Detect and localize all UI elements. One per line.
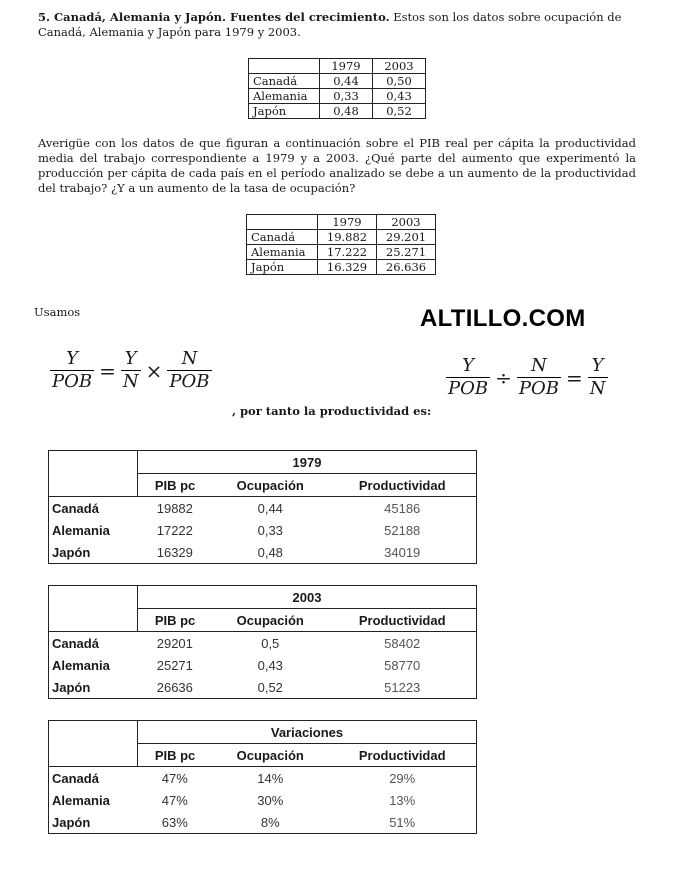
table-row xyxy=(247,260,436,275)
table-cell: 0,43 xyxy=(373,89,426,104)
table-cell: Canadá xyxy=(247,230,318,245)
table-cell: 0,43 xyxy=(257,657,283,673)
column-header: PIB pc xyxy=(138,609,213,632)
fraction xyxy=(50,348,94,393)
results-table-variaciones xyxy=(48,720,477,834)
column-header: PIB pc xyxy=(138,474,213,497)
table-header: 1979 xyxy=(318,215,377,230)
table-title: Variaciones xyxy=(138,721,477,744)
denominator: POB xyxy=(52,371,93,392)
table-row xyxy=(247,230,436,245)
table-cell: 63% xyxy=(138,811,213,834)
table-row xyxy=(249,104,426,119)
table-cell: Canadá xyxy=(249,74,320,89)
numerator: Y xyxy=(66,348,78,369)
table-cell: 51% xyxy=(328,811,476,834)
table-cell: 47% xyxy=(161,792,188,808)
table-row xyxy=(49,767,477,790)
table-cell: 0,52 xyxy=(373,104,426,119)
row-label: Japón xyxy=(49,676,138,699)
divide-sign: ÷ xyxy=(495,365,512,390)
table-cell: 16329 xyxy=(138,541,213,564)
column-header: Productividad xyxy=(328,744,476,767)
table-cell: 13% xyxy=(328,789,476,811)
table-cell: 26636 xyxy=(138,676,213,699)
denominator: POB xyxy=(518,378,559,399)
table-cell: 19.882 xyxy=(318,230,377,245)
problem-title: 5. Canadá, Alemania y Japón. Fuentes del crecimiento. xyxy=(38,10,390,24)
results-table-1979 xyxy=(48,450,477,564)
table-cell: 0,48 xyxy=(212,541,328,564)
denominator: POB xyxy=(169,371,210,392)
table-cell: 14% xyxy=(257,770,284,786)
problem-statement xyxy=(38,10,638,40)
fraction xyxy=(446,355,490,400)
row-label: Alemania xyxy=(49,519,138,541)
row-label: Canadá xyxy=(49,497,138,520)
table-cell: 0,50 xyxy=(373,74,426,89)
fraction xyxy=(167,348,211,393)
formula-decomposition xyxy=(50,348,212,393)
table-cell: 58770 xyxy=(328,654,476,676)
question-paragraph: Averigüe con los datos de que figuran a continuación sobre el PIB real per cápita la productividad media del trabajo correspondiente a 1979 y a 2003. ¿Qué parte del aumento que experimentó la producción per cápita de cada país en el período analizado se debe a un aumento de la productividad del trabajo? ¿Y a un aumento de la tasa de ocupación? xyxy=(38,136,636,195)
table-cell: 17222 xyxy=(156,522,193,538)
equals-sign: = xyxy=(99,358,116,383)
table-row xyxy=(247,245,436,260)
table-row xyxy=(49,632,477,655)
row-label: Alemania xyxy=(49,789,138,811)
table-cell: Alemania xyxy=(249,89,320,104)
column-header: Productividad xyxy=(328,609,476,632)
results-table-2003 xyxy=(48,585,477,699)
table-cell: 45186 xyxy=(328,497,476,520)
table-row xyxy=(49,497,477,520)
table-corner xyxy=(49,586,138,632)
table-row xyxy=(49,789,477,811)
table-cell: 0,52 xyxy=(212,676,328,699)
denominator: POB xyxy=(448,378,489,399)
table-cell: 52188 xyxy=(328,519,476,541)
table-cell: 29% xyxy=(328,767,476,790)
table-cell: 25271 xyxy=(156,657,193,673)
table-header: 2003 xyxy=(377,215,436,230)
table-cell: 58402 xyxy=(328,632,476,655)
table-cell xyxy=(247,215,318,230)
column-header: Ocupación xyxy=(212,609,328,632)
usamos-label: Usamos xyxy=(34,305,81,319)
numerator: N xyxy=(531,355,547,376)
table-cell: Alemania xyxy=(247,245,318,260)
table-row xyxy=(49,654,477,676)
table-cell: 25.271 xyxy=(377,245,436,260)
table-cell: 29201 xyxy=(156,635,193,651)
table-cell: 0,44 xyxy=(257,500,283,516)
table-row xyxy=(49,676,477,699)
table-header: 2003 xyxy=(373,59,426,74)
occupation-table xyxy=(248,58,426,119)
table-title: 2003 xyxy=(138,586,477,609)
formula-productivity xyxy=(446,355,608,400)
pib-table xyxy=(246,214,436,275)
table-cell: Japón xyxy=(249,104,320,119)
table-cell: 8% xyxy=(212,811,328,834)
table-cell: 0,5 xyxy=(261,635,280,651)
equals-sign: = xyxy=(565,365,583,390)
table-row xyxy=(49,519,477,541)
numerator: Y xyxy=(591,355,604,376)
table-cell: 26.636 xyxy=(377,260,436,275)
productivity-note: , por tanto la productividad es: xyxy=(232,404,432,418)
table-corner xyxy=(49,721,138,767)
row-label: Alemania xyxy=(49,654,138,676)
table-row xyxy=(49,811,477,834)
column-header: Ocupación xyxy=(212,744,328,767)
table-cell: 30% xyxy=(257,792,284,808)
column-header: PIB pc xyxy=(138,744,213,767)
table-cell: 19882 xyxy=(156,500,193,516)
table-cell xyxy=(249,59,320,74)
table-title: 1979 xyxy=(138,451,477,474)
table-corner xyxy=(49,451,138,497)
denominator: N xyxy=(589,378,606,399)
fraction xyxy=(121,348,141,393)
denominator: N xyxy=(122,371,139,392)
table-cell: 17.222 xyxy=(318,245,377,260)
table-cell: 0,33 xyxy=(257,522,283,538)
row-label: Canadá xyxy=(49,767,138,790)
table-header: 1979 xyxy=(320,59,373,74)
fraction xyxy=(517,355,561,400)
column-header: Productividad xyxy=(328,474,476,497)
table-row xyxy=(249,89,426,104)
row-label: Japón xyxy=(49,541,138,564)
times-sign: × xyxy=(145,358,163,383)
table-cell: 0,44 xyxy=(320,74,373,89)
table-cell: 47% xyxy=(161,770,188,786)
table-row xyxy=(49,541,477,564)
row-label: Canadá xyxy=(49,632,138,655)
table-cell: 29.201 xyxy=(377,230,436,245)
numerator: Y xyxy=(462,355,474,376)
numerator: Y xyxy=(124,348,137,369)
altillo-logo: ALTILLO.COM xyxy=(420,305,586,332)
table-cell: 0,48 xyxy=(320,104,373,119)
row-label: Japón xyxy=(49,811,138,834)
numerator: N xyxy=(181,348,198,369)
table-cell: 34019 xyxy=(328,541,476,564)
table-row xyxy=(249,74,426,89)
table-cell: 16.329 xyxy=(318,260,377,275)
table-cell: 51223 xyxy=(328,676,476,699)
problem-intro: Estos son los datos sobre ocupación de Canadá, Alemania y Japón para 1979 y 2003. xyxy=(38,10,622,39)
table-cell: 0,33 xyxy=(320,89,373,104)
column-header: Ocupación xyxy=(212,474,328,497)
fraction xyxy=(588,355,608,400)
table-cell: Japón xyxy=(247,260,318,275)
